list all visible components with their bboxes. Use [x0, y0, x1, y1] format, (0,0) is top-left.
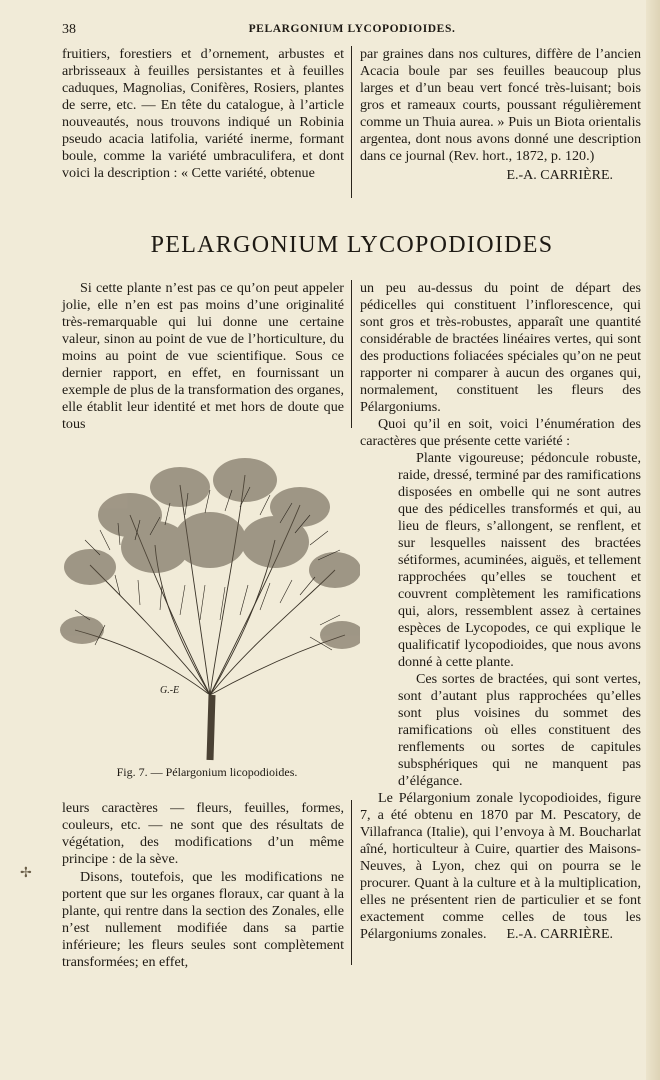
left-bottom-paragraph-1: leurs caractères — fleurs, feuilles, formes, couleurs, etc. — ne sont que des résultats de végétation, des modifications d’un même principe : de la sève. [62, 800, 344, 867]
margin-mark: ✢ [20, 866, 32, 881]
figure-caption: Fig. 7. — Pélargonium licopodioides. [116, 765, 298, 779]
engraver-initials: G.-E [160, 685, 180, 696]
prev-article-right-column [360, 46, 641, 184]
article-left-bottom [62, 800, 344, 971]
pelargonium-engraving [60, 445, 360, 765]
prev-article-left-text: fruitiers, forestiers et d’ornement, arbustes et arbrisseaux à feuilles persistantes et à feuilles caduques, Magnolias, Conifères, Rosiers, plantes de serre, etc. — En tête du catalogue, à l’article nouveautés, nous trouvons indiqué un Robinia pseudo acacia latifolia, variété inerme, formant boule, comme la variété umbraculifera, et dont voici la description : « Cette variété, obtenue [62, 46, 344, 181]
prev-article-left-column [62, 46, 344, 182]
right-paragraph-1: un peu au-dessus du point de départ des pédicelles qui constituent l’inflorescence, qui sont gros et très-robustes, apparaît une quantité considérable de bractées linéaires vertes, qui sont des productions foliacées spéciales qu’on ne peut rapporter ni comparer à aucun des organes qui, normalement, constituent les fleurs des Pélargoniums. [360, 280, 641, 415]
prev-article-right-text: par graines dans nos cultures, diffère de l’ancien Acacia boule par ses feuilles beaucoup plus larges et d’un beau vert foncé très-luisant; bois gros et rameaux courts, poussant régulièrement comme un Thuia aurea. » Puis un Biota orientalis argentea, dont nous avons donné une description dans ce journal (Rev. hort., 1872, p. 120.) [360, 46, 641, 164]
article-left-top [62, 280, 344, 433]
page-edge [646, 0, 660, 1080]
right-paragraph-4: Ces sortes de bractées, qui sont vertes, sont d’autant plus rapprochées qu’elles sont plus voisines du sommet des ramifications où elles constituent des renflements ou sortes de capitules subsphériques qui ne manquent pas d’élégance. [398, 671, 641, 789]
column-divider-bottom [351, 800, 352, 965]
page-number: 38 [62, 22, 76, 37]
right-paragraph-5: Le Pélargonium zonale lycopodioides, figure 7, a été obtenu en 1870 par M. Pescatory, de Villafranca (Italie), qui l’envoya à M. Boucharlat aîné, horticulteur à Cuire, quartier des Maisons-Neuves, à Lyon, chez qui on pourra se le procurer. Quant à la culture et à la multiplication, elles ne présentent rien de particulier et se font exactement comme celles de tous les Pélargoniums zonales. [360, 790, 641, 942]
article-title: PELARGONIUM LYCOPODIOIDES [150, 232, 554, 258]
intro-paragraph: Si cette plante n’est pas ce qu’on peut appeler jolie, elle n’en est pas moins d’une originalité très-remarquable qui lui donne une certaine valeur, sinon au point de vue de l’horticulture, du moins au point de vue scientifique. Sous ce dernier rapport, en effet, en fournissant un exemple de plus de la transformation des organes, elle établit leur identité et met hors de doute que tous [62, 280, 344, 432]
column-divider-top [351, 46, 352, 198]
right-paragraph-3: Plante vigoureuse; pédoncule robuste, raide, dressé, terminé par des ramifications disposées en ombelle qui ne sont autres que des pédicelles transformés et qui, au lieu de fleurs, s’allongent, se renflent, et sur lesquelles naissent des bractées sétiformes, acuminées, aiguës, et tellement rapprochées qu’elles se touchent et couvrent complètement les ramifications qui, alors, ressemblent assez à certaines espèces de Lycopodes, ce qui explique le qualificatif lycopodioides, que nous avons donné à cette plante. [398, 450, 641, 670]
left-bottom-paragraph-2: Disons, toutefois, que les modifications ne portent que sur les organes floraux, car quant à la plante, qui rentre dans la section des Zonales, elle n’est nullement modifiée dans sa partie inférieure; les fleurs seules sont complètement transformées; en effet, [62, 869, 344, 970]
running-title: PELARGONIUM LYCOPODIOIDES. [248, 23, 456, 35]
article-right-column [360, 280, 641, 943]
right-paragraph-2: Quoi qu’il en soit, voici l’énumération des caractères que présente cette variété : [360, 416, 641, 449]
page-header [62, 22, 642, 42]
figure-7-illustration [60, 445, 360, 765]
prev-article-signature: E.-A. CARRIÈRE. [506, 168, 613, 183]
column-divider-mid [351, 280, 352, 428]
article-signature: E.-A. CARRIÈRE. [506, 927, 613, 942]
